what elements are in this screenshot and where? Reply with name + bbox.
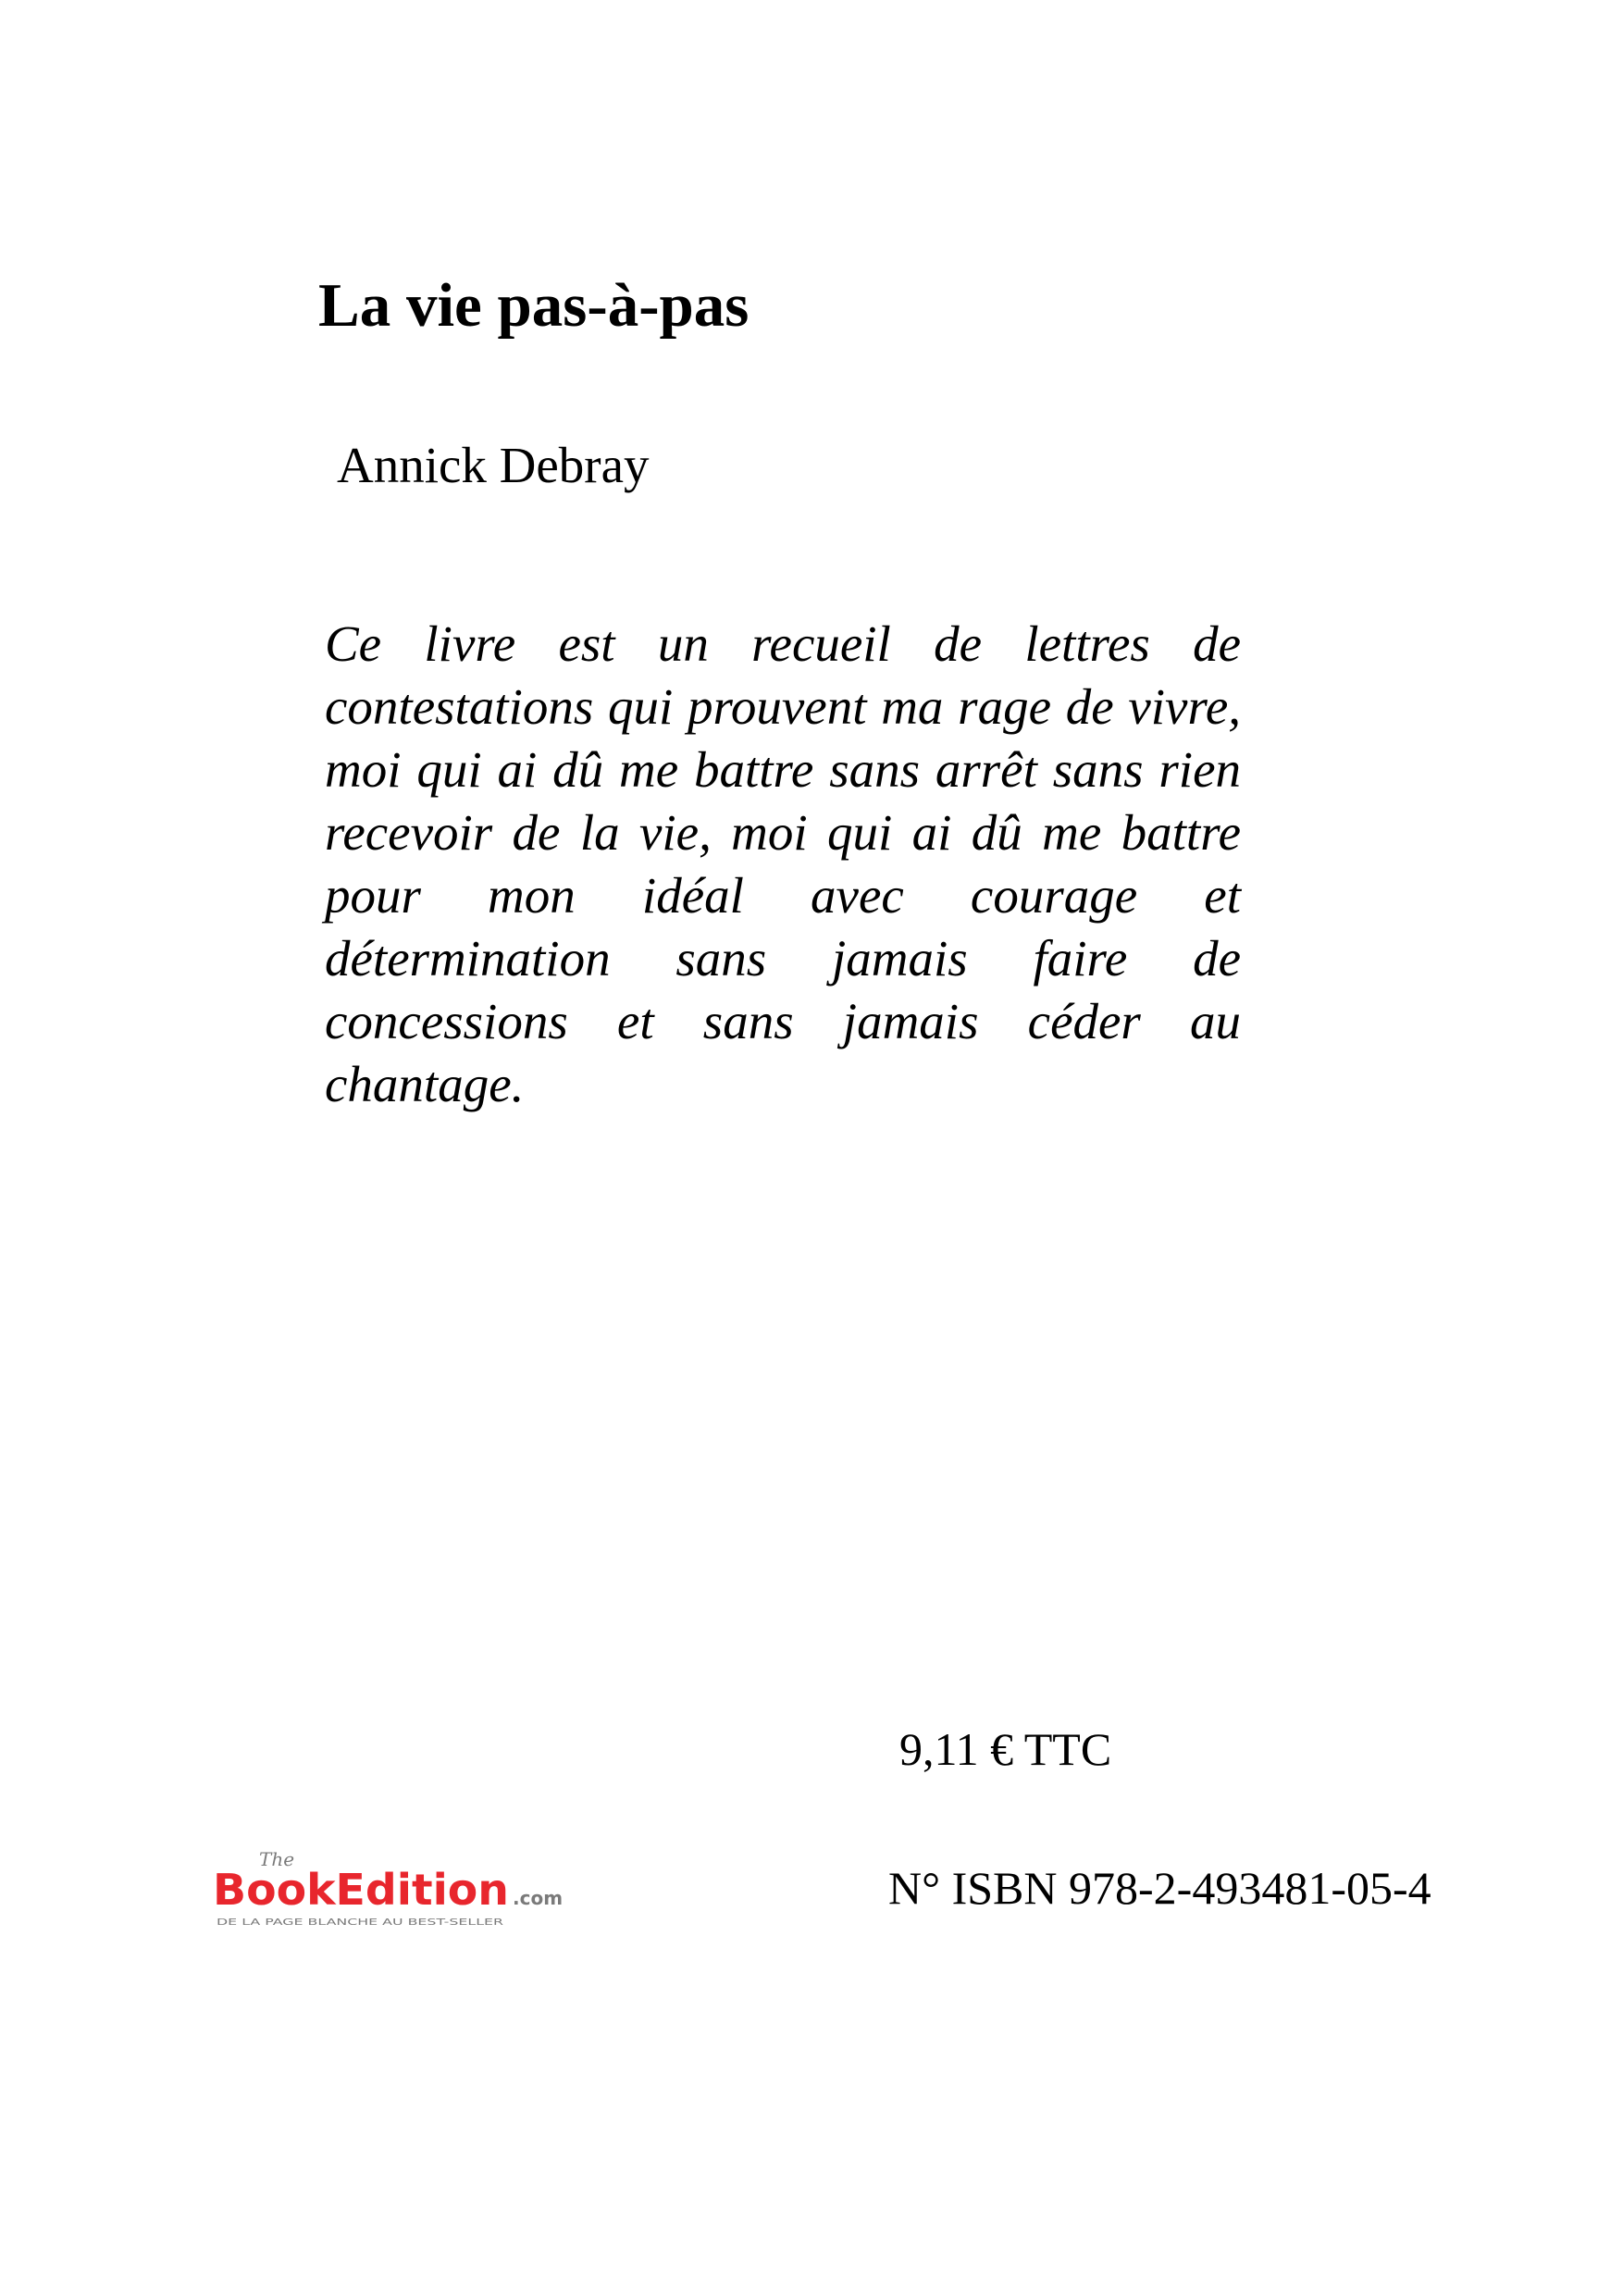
book-isbn: N° ISBN 978-2-493481-05-4	[888, 1862, 1431, 1914]
book-blurb: Ce livre est un recueil de lettres de contestations qui prouvent ma rage de vivre, moi qui ai dû me battre sans arrêt sans rien recevoir de la vie, moi qui ai dû me battre pour mon idéal avec courage et détermination sans jamais faire de concessions et sans jamais céder au chantage.	[325, 615, 1241, 1112]
logo-tagline: DE LA PAGE BLANCHE AU BEST-SELLER	[217, 1917, 504, 1928]
logo-name: BookEdition	[213, 1865, 509, 1915]
logo-prefix: The	[259, 1848, 295, 1870]
book-author: Annick Debray	[337, 437, 650, 493]
book-title: La vie pas-à-pas	[318, 271, 750, 340]
logo-suffix: .com	[513, 1887, 564, 1909]
book-price: 9,11 € TTC	[899, 1723, 1112, 1775]
bookedition-logo	[213, 1842, 601, 1934]
